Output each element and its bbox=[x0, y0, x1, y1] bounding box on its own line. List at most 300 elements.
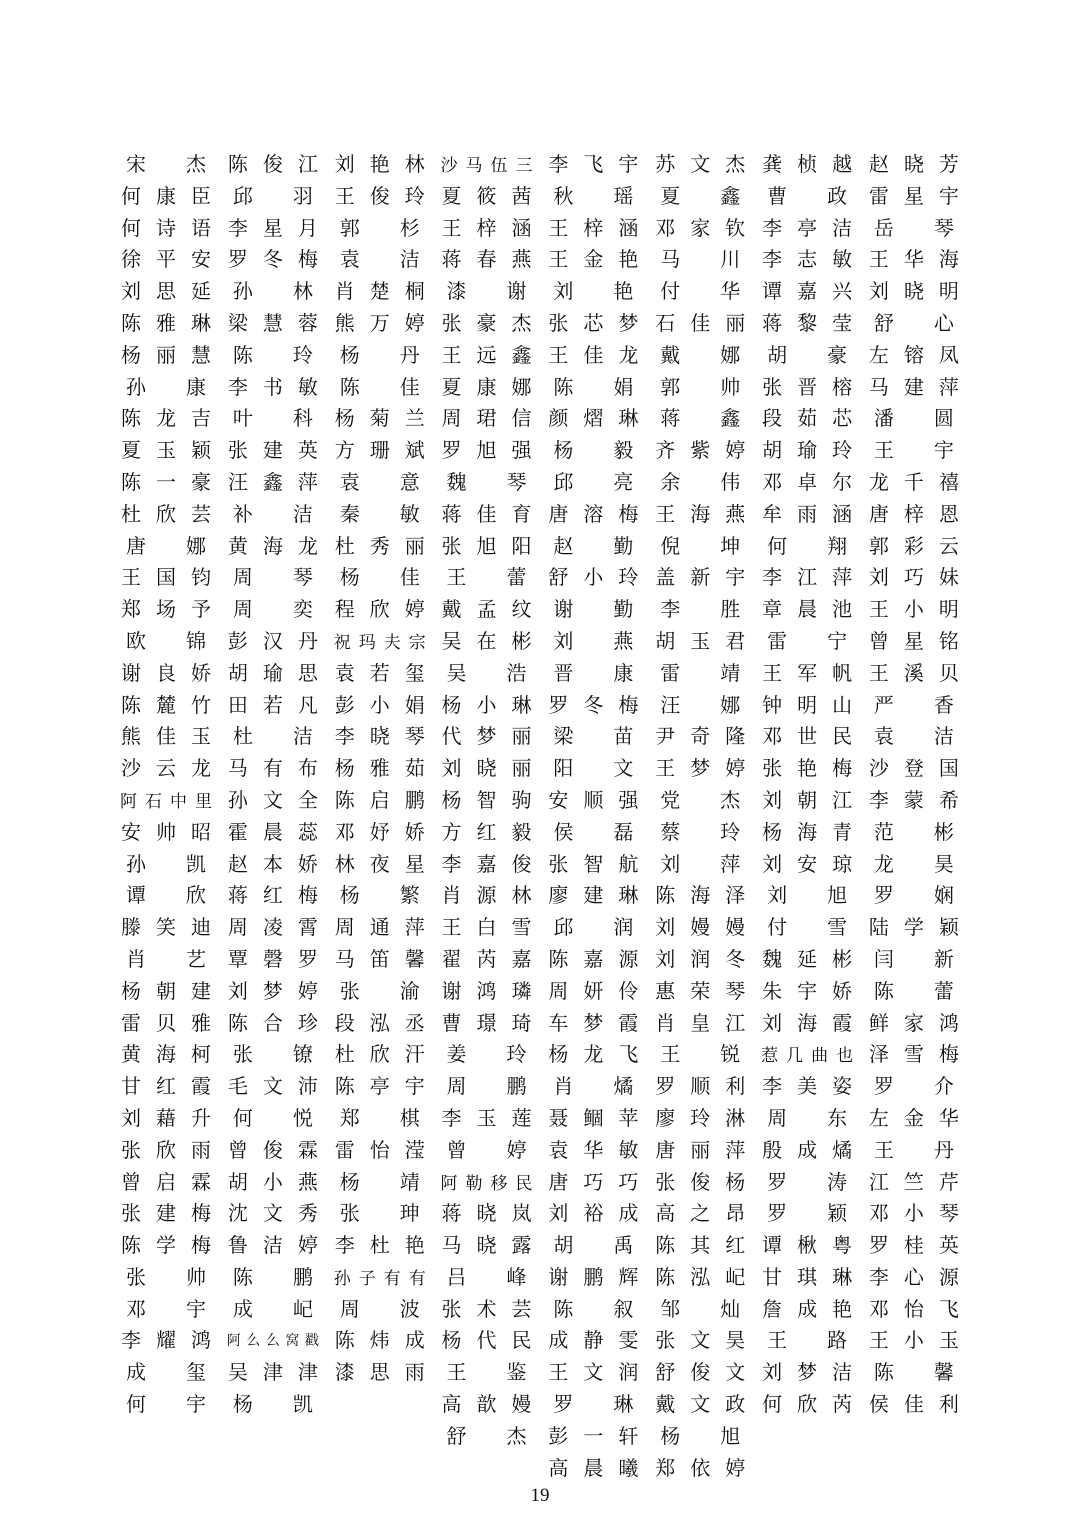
name-entry: 周 鹏 bbox=[446, 1076, 527, 1099]
name-entry: 王 宇 bbox=[873, 440, 954, 463]
name-entry: 陈 娟 bbox=[553, 376, 634, 399]
name-entry: 雷 靖 bbox=[660, 662, 741, 685]
name-entry: 黄 海 柯 bbox=[121, 1044, 211, 1067]
name-entry: 李 杜 艳 bbox=[334, 1235, 425, 1258]
name-entry: 刘 晓 明 bbox=[868, 281, 959, 304]
name-column bbox=[227, 150, 319, 1422]
name-entry: 杨 丽 慧 bbox=[121, 344, 211, 367]
name-entry: 舒 俊 文 bbox=[655, 1362, 746, 1385]
name-entry: 肖 艺 bbox=[126, 948, 206, 971]
name-entry: 张 旭 阳 bbox=[441, 535, 532, 558]
name-entry: 张 建 英 bbox=[227, 440, 318, 463]
name-entry: 谢 勤 bbox=[553, 599, 634, 622]
name-entry: 秦 敏 bbox=[339, 503, 420, 526]
name-entry: 王 梦 婷 bbox=[655, 758, 746, 781]
name-entry: 左 金 华 bbox=[868, 1107, 959, 1130]
name-entry: 谢 良 娇 bbox=[121, 662, 211, 685]
name-entry: 欧 锦 bbox=[126, 630, 206, 653]
name-entry: 唐 丽 萍 bbox=[655, 1139, 746, 1162]
name-entry: 蒋 红 梅 bbox=[227, 885, 318, 908]
name-entry: 袁 意 bbox=[339, 471, 420, 494]
name-entry: 周 珺 信 bbox=[441, 408, 532, 431]
name-entry: 刘 艳 bbox=[553, 281, 634, 304]
name-entry: 王 锐 bbox=[660, 1044, 741, 1067]
name-entry: 郭 彩 云 bbox=[868, 535, 959, 558]
name-entry: 胡 豪 bbox=[767, 344, 848, 367]
name-column bbox=[334, 150, 426, 1390]
name-entry: 李 飞 宇 bbox=[548, 154, 639, 176]
name-entry: 郑 棋 bbox=[339, 1107, 420, 1130]
name-entry: 陈 海 泽 bbox=[655, 885, 746, 908]
name-entry: 赵 勤 bbox=[553, 535, 634, 558]
name-entry: 陈 亭 宇 bbox=[334, 1076, 425, 1099]
name-entry: 周 琴 bbox=[232, 567, 313, 590]
name-entry: 詹 成 艳 bbox=[762, 1298, 853, 1321]
name-entry: 胡 禹 bbox=[553, 1235, 634, 1258]
name-entry: 张 芯 梦 bbox=[548, 312, 639, 335]
name-entry: 殷 成 燏 bbox=[762, 1139, 853, 1162]
name-entry: 肖 燏 bbox=[553, 1076, 634, 1099]
name-entry: 段 泓 丞 bbox=[334, 1012, 425, 1035]
name-entry: 王 梓 涵 bbox=[548, 217, 639, 240]
name-entry: 罗 冬 梅 bbox=[548, 694, 639, 717]
name-entry: 段 茹 芯 bbox=[762, 408, 853, 431]
name-entry: 付 华 bbox=[660, 281, 741, 304]
name-entry: 彭 小 娟 bbox=[334, 694, 425, 717]
name-entry: 王 国 钧 bbox=[121, 567, 211, 590]
name-entry: 沙 云 龙 bbox=[121, 758, 211, 781]
name-entry: 曾 星 铭 bbox=[868, 630, 959, 653]
name-entry: 陈 泓 屺 bbox=[655, 1266, 746, 1289]
name-entry: 曾 婷 bbox=[446, 1139, 527, 1162]
name-column bbox=[761, 150, 853, 1422]
name-column bbox=[547, 150, 639, 1485]
name-entry: 雷 怡 滢 bbox=[334, 1139, 425, 1162]
name-entry: 何 康 臣 bbox=[121, 185, 211, 208]
name-entry: 邓 世 民 bbox=[762, 726, 853, 749]
name-entry: 程 欣 婷 bbox=[334, 599, 425, 622]
name-entry: 陈 蕾 bbox=[873, 980, 954, 1003]
name-entry: 何 诗 语 bbox=[121, 217, 211, 240]
name-entry: 杨 丹 bbox=[339, 344, 420, 367]
name-entry: 舒 心 bbox=[873, 312, 954, 335]
name-entry: 泽 雪 梅 bbox=[868, 1044, 959, 1067]
name-entry: 周 东 bbox=[767, 1107, 848, 1130]
name-grid bbox=[120, 150, 960, 1485]
name-entry: 侯 磊 bbox=[553, 821, 634, 844]
name-entry: 李 星 月 bbox=[227, 217, 318, 240]
name-entry: 李 江 萍 bbox=[762, 567, 853, 590]
name-entry: 袁 洁 bbox=[339, 249, 420, 272]
name-entry: 毛 文 沛 bbox=[227, 1076, 318, 1099]
name-entry: 侯 佳 利 bbox=[868, 1394, 959, 1417]
name-entry: 岳 琴 bbox=[873, 217, 954, 240]
name-entry: 朱 宇 娇 bbox=[762, 980, 853, 1003]
name-entry: 李 耀 鸿 bbox=[121, 1330, 211, 1353]
name-entry: 杜 欣 芸 bbox=[121, 503, 211, 526]
name-entry: 刘 思 延 bbox=[121, 281, 211, 304]
name-entry: 雷 贝 雅 bbox=[121, 1012, 211, 1035]
name-entry: 陈 学 梅 bbox=[121, 1235, 211, 1258]
name-entry: 李 嘉 俊 bbox=[441, 853, 532, 876]
name-entry: 补 洁 bbox=[232, 503, 313, 526]
name-entry: 马 笛 馨 bbox=[334, 948, 425, 971]
name-entry: 张 建 梅 bbox=[121, 1203, 211, 1226]
name-entry: 刘 海 霞 bbox=[762, 1012, 853, 1035]
name-entry: 陈 俊 江 bbox=[227, 154, 318, 176]
name-entry: 彭 汉 丹 bbox=[227, 630, 318, 653]
name-entry: 张 术 芸 bbox=[441, 1298, 532, 1321]
name-entry: 杨 雅 茹 bbox=[334, 758, 425, 781]
name-entry: 杨 代 民 bbox=[441, 1330, 532, 1353]
name-entry: 龚 桢 越 bbox=[762, 154, 853, 176]
name-entry: 张 智 航 bbox=[548, 853, 639, 876]
name-entry: 马 晓 露 bbox=[441, 1235, 532, 1258]
name-entry: 邓 小 琴 bbox=[868, 1203, 959, 1226]
name-column bbox=[120, 150, 212, 1422]
name-entry: 高 晨 曦 bbox=[548, 1457, 639, 1480]
name-entry: 徐 平 安 bbox=[121, 249, 211, 272]
name-entry: 方 红 毅 bbox=[441, 821, 532, 844]
name-entry: 尹 奇 隆 bbox=[655, 726, 746, 749]
name-entry: 刘 润 冬 bbox=[655, 948, 746, 971]
name-entry: 罗 桂 英 bbox=[868, 1235, 959, 1258]
name-entry: 马 川 bbox=[660, 249, 741, 272]
name-entry: 谭 欣 bbox=[126, 885, 206, 908]
name-entry: 张 豪 杰 bbox=[441, 312, 532, 335]
name-entry: 汪 娜 bbox=[660, 694, 741, 717]
name-entry: 杜 秀 丽 bbox=[334, 535, 425, 558]
name-entry: 孙 文 全 bbox=[227, 789, 318, 812]
name-entry: 李 胜 bbox=[660, 599, 741, 622]
name-entry: 叶 科 bbox=[232, 408, 313, 431]
name-entry: 李 晓 琴 bbox=[334, 726, 425, 749]
name-entry: 李 玉 莲 bbox=[441, 1107, 532, 1130]
name-entry: 周 波 bbox=[339, 1298, 420, 1321]
name-entry: 安 顺 强 bbox=[548, 789, 639, 812]
name-entry: 王 小 明 bbox=[868, 599, 959, 622]
name-entry: 熊 万 婷 bbox=[334, 312, 425, 335]
name-entry: 高 歆 嫚 bbox=[441, 1394, 532, 1417]
name-entry: 甘 红 霞 bbox=[121, 1076, 211, 1099]
name-entry: 成 玺 bbox=[126, 1362, 206, 1385]
name-entry: 罗 娴 bbox=[873, 885, 954, 908]
name-entry: 夏 鑫 bbox=[660, 185, 741, 208]
name-entry: 王 梓 涵 bbox=[441, 217, 532, 240]
name-entry: 戴 娜 bbox=[660, 344, 741, 367]
name-entry: 祝 玛 夫 宗 bbox=[333, 632, 426, 652]
name-entry: 谭 楸 粤 bbox=[762, 1235, 853, 1258]
name-entry: 鲜 家 鸿 bbox=[868, 1012, 959, 1035]
name-entry: 何 宇 bbox=[126, 1394, 206, 1417]
name-entry: 邱 羽 bbox=[232, 185, 313, 208]
name-column bbox=[441, 150, 533, 1454]
name-entry: 王 蕾 bbox=[446, 567, 527, 590]
name-entry: 唐 溶 梅 bbox=[548, 503, 639, 526]
name-entry: 杨 菊 兰 bbox=[334, 408, 425, 431]
name-entry: 方 珊 斌 bbox=[334, 440, 425, 463]
name-entry: 赵 本 娇 bbox=[227, 853, 318, 876]
name-entry: 孙 康 bbox=[126, 376, 206, 399]
name-entry: 陈 其 红 bbox=[655, 1235, 746, 1258]
name-entry: 蒋 黎 莹 bbox=[762, 312, 853, 335]
name-entry: 魏 延 彬 bbox=[762, 948, 853, 971]
name-entry: 袁 洁 bbox=[873, 726, 954, 749]
name-entry: 陈 叙 bbox=[553, 1298, 634, 1321]
name-entry: 齐 紫 婷 bbox=[655, 440, 746, 463]
name-entry: 成 屺 bbox=[232, 1298, 313, 1321]
name-entry: 肖 源 林 bbox=[441, 885, 532, 908]
name-entry: 党 杰 bbox=[660, 789, 741, 812]
name-entry: 谢 鸿 璘 bbox=[441, 980, 532, 1003]
name-entry: 张 艳 梅 bbox=[762, 758, 853, 781]
name-entry: 李 书 敏 bbox=[227, 376, 318, 399]
name-entry: 龙 昊 bbox=[873, 853, 954, 876]
name-entry: 孙 凯 bbox=[126, 853, 206, 876]
name-entry: 黄 海 龙 bbox=[227, 535, 318, 558]
name-entry: 盖 新 宇 bbox=[655, 567, 746, 590]
name-entry: 刘 藉 升 bbox=[121, 1107, 211, 1130]
name-entry: 夏 玉 颖 bbox=[121, 440, 211, 463]
name-entry: 吕 峰 bbox=[446, 1266, 527, 1289]
name-entry: 王 文 润 bbox=[548, 1362, 639, 1385]
name-entry: 惠 荣 琴 bbox=[655, 980, 746, 1003]
name-entry: 杨 旭 bbox=[660, 1425, 741, 1448]
name-entry: 陈 玲 bbox=[232, 344, 313, 367]
name-entry: 陈 鹏 bbox=[232, 1266, 313, 1289]
name-entry: 左 镕 凤 bbox=[868, 344, 959, 367]
name-entry: 罗 涛 bbox=[767, 1171, 848, 1194]
name-entry: 张 俊 杨 bbox=[655, 1171, 746, 1194]
name-entry: 杨 龙 飞 bbox=[548, 1044, 639, 1067]
name-entry: 漆 谢 bbox=[446, 281, 527, 304]
name-entry: 沙 登 国 bbox=[868, 758, 959, 781]
name-entry: 魏 琴 bbox=[446, 471, 527, 494]
name-entry: 范 彬 bbox=[873, 821, 954, 844]
name-entry: 戴 孟 纹 bbox=[441, 599, 532, 622]
name-entry: 晋 康 bbox=[553, 662, 634, 685]
name-entry: 李 志 敏 bbox=[762, 249, 853, 272]
name-entry: 陈 馨 bbox=[873, 1362, 954, 1385]
name-entry: 唐 巧 巧 bbox=[548, 1171, 639, 1194]
name-entry: 代 梦 丽 bbox=[441, 726, 532, 749]
name-entry: 王 海 燕 bbox=[655, 503, 746, 526]
name-entry: 高 之 昂 bbox=[655, 1203, 746, 1226]
name-entry: 牟 雨 涵 bbox=[762, 503, 853, 526]
name-entry: 杨 凯 bbox=[232, 1394, 313, 1417]
name-entry: 袁 若 玺 bbox=[334, 662, 425, 685]
name-entry: 王 金 艳 bbox=[548, 249, 639, 272]
name-entry: 陈 龙 吉 bbox=[121, 408, 211, 431]
name-entry: 唐 梓 恩 bbox=[868, 503, 959, 526]
name-entry: 刘 嫚 嫚 bbox=[655, 917, 746, 940]
name-entry: 安 帅 昭 bbox=[121, 821, 211, 844]
name-entry: 邱 亮 bbox=[553, 471, 634, 494]
name-entry: 张 镣 bbox=[232, 1044, 313, 1067]
name-entry: 陆 学 颖 bbox=[868, 917, 959, 940]
name-entry: 肖 楚 桐 bbox=[334, 281, 425, 304]
name-entry: 姜 玲 bbox=[446, 1044, 527, 1067]
name-entry: 胡 小 燕 bbox=[227, 1171, 318, 1194]
name-entry: 王 小 玉 bbox=[868, 1330, 959, 1353]
name-entry: 曾 俊 霖 bbox=[227, 1139, 318, 1162]
name-entry: 罗 颖 bbox=[767, 1203, 848, 1226]
name-entry: 王 白 雪 bbox=[441, 917, 532, 940]
name-entry: 邹 灿 bbox=[660, 1298, 741, 1321]
name-entry: 秋 瑶 bbox=[553, 185, 634, 208]
name-entry: 潘 圆 bbox=[873, 408, 954, 431]
name-entry: 刘 晓 丽 bbox=[441, 758, 532, 781]
name-entry: 胡 瑜 玲 bbox=[762, 440, 853, 463]
name-entry: 滕 笑 迪 bbox=[121, 917, 211, 940]
name-entry: 王 远 鑫 bbox=[441, 344, 532, 367]
name-entry: 张 珅 bbox=[339, 1203, 420, 1226]
name-entry: 陈 炜 成 bbox=[334, 1330, 425, 1353]
name-entry: 漆 思 雨 bbox=[334, 1362, 425, 1385]
name-entry: 舒 杰 bbox=[446, 1425, 527, 1448]
name-entry: 吴 津 津 bbox=[227, 1362, 318, 1385]
name-entry: 杜 欣 汗 bbox=[334, 1044, 425, 1067]
name-entry: 蒋 佳 育 bbox=[441, 503, 532, 526]
name-entry: 曹 政 bbox=[767, 185, 848, 208]
name-entry: 张 文 昊 bbox=[655, 1330, 746, 1353]
name-entry: 郭 帅 bbox=[660, 376, 741, 399]
name-entry: 杨 靖 bbox=[339, 1171, 420, 1194]
name-entry: 倪 坤 bbox=[660, 535, 741, 558]
name-entry: 江 竺 芹 bbox=[868, 1171, 959, 1194]
name-entry: 杨 佳 bbox=[339, 567, 420, 590]
name-entry: 张 欣 雨 bbox=[121, 1139, 211, 1162]
name-entry: 吴 在 彬 bbox=[441, 630, 532, 653]
name-entry: 王 佳 龙 bbox=[548, 344, 639, 367]
name-entry: 沈 文 秀 bbox=[227, 1203, 318, 1226]
name-entry: 付 雪 bbox=[767, 917, 848, 940]
name-entry: 雷 星 宇 bbox=[868, 185, 959, 208]
name-entry: 严 香 bbox=[873, 694, 954, 717]
name-entry: 王 俊 玲 bbox=[334, 185, 425, 208]
name-entry: 罗 旭 强 bbox=[441, 440, 532, 463]
name-entry: 刘 安 琼 bbox=[762, 853, 853, 876]
name-entry: 何 欣 芮 bbox=[762, 1394, 853, 1417]
name-entry: 刘 巧 妹 bbox=[868, 567, 959, 590]
name-entry: 肖 皇 江 bbox=[655, 1012, 746, 1035]
name-entry: 颜 熠 琳 bbox=[548, 408, 639, 431]
name-entry: 阿 石 中 里 bbox=[120, 791, 212, 811]
name-entry: 李 心 源 bbox=[868, 1266, 959, 1289]
name-entry: 吴 浩 bbox=[446, 662, 527, 685]
name-entry: 马 建 萍 bbox=[868, 376, 959, 399]
name-entry: 龙 千 禧 bbox=[868, 471, 959, 494]
name-entry: 罗 琳 bbox=[553, 1394, 634, 1417]
name-entry: 闫 新 bbox=[873, 948, 954, 971]
name-entry: 王 军 帆 bbox=[762, 662, 853, 685]
name-entry: 郑 场 予 bbox=[121, 599, 211, 622]
name-entry: 雷 宁 bbox=[767, 630, 848, 653]
name-entry: 阿 勒 移 民 bbox=[440, 1173, 533, 1193]
name-entry: 邓 怡 飞 bbox=[868, 1298, 959, 1321]
name-entry: 孙 子 有 有 bbox=[333, 1268, 426, 1288]
name-entry: 陈 启 鹏 bbox=[334, 789, 425, 812]
name-entry: 梁 苗 bbox=[553, 726, 634, 749]
name-entry: 翟 芮 嘉 bbox=[441, 948, 532, 971]
name-entry: 邓 妤 娇 bbox=[334, 821, 425, 844]
name-entry: 陈 嘉 源 bbox=[548, 948, 639, 971]
name-entry: 余 伟 bbox=[660, 471, 741, 494]
name-entry: 杨 毅 bbox=[553, 440, 634, 463]
name-entry: 王 华 海 bbox=[868, 249, 959, 272]
name-entry: 刘 萍 bbox=[660, 853, 741, 876]
name-entry: 刘 梦 洁 bbox=[762, 1362, 853, 1385]
name-entry: 戴 文 政 bbox=[655, 1394, 746, 1417]
name-entry: 蒋 晓 岚 bbox=[441, 1203, 532, 1226]
name-entry: 蒋 春 燕 bbox=[441, 249, 532, 272]
name-entry: 李 蒙 希 bbox=[868, 789, 959, 812]
name-entry: 成 静 雯 bbox=[548, 1330, 639, 1353]
name-entry: 周 通 萍 bbox=[334, 917, 425, 940]
name-entry: 周 妍 伶 bbox=[548, 980, 639, 1003]
name-entry: 张 帅 bbox=[126, 1266, 206, 1289]
name-entry: 胡 瑜 思 bbox=[227, 662, 318, 685]
name-entry: 陈 麓 竹 bbox=[121, 694, 211, 717]
name-entry: 杨 繁 bbox=[339, 885, 420, 908]
name-column bbox=[868, 150, 960, 1422]
name-entry: 邱 润 bbox=[553, 917, 634, 940]
name-entry: 刘 艳 林 bbox=[334, 154, 425, 176]
name-entry: 钟 明 山 bbox=[762, 694, 853, 717]
name-entry: 周 凌 霄 bbox=[227, 917, 318, 940]
name-entry: 王 丹 bbox=[873, 1139, 954, 1162]
name-entry: 唐 娜 bbox=[126, 535, 206, 558]
name-entry: 章 晨 池 bbox=[762, 599, 853, 622]
name-entry: 邓 卓 尔 bbox=[762, 471, 853, 494]
name-entry: 郭 杉 bbox=[339, 217, 420, 240]
name-entry: 刘 朝 江 bbox=[762, 789, 853, 812]
name-entry: 李 美 姿 bbox=[762, 1076, 853, 1099]
name-entry: 陈 合 珍 bbox=[227, 1012, 318, 1035]
name-entry: 刘 旭 bbox=[767, 885, 848, 908]
name-entry: 周 奕 bbox=[232, 599, 313, 622]
name-entry: 曾 启 霖 bbox=[121, 1171, 211, 1194]
name-column bbox=[654, 150, 746, 1485]
name-entry: 谭 嘉 兴 bbox=[762, 281, 853, 304]
name-entry: 何 悦 bbox=[232, 1107, 313, 1130]
name-entry: 蔡 玲 bbox=[660, 821, 741, 844]
name-entry: 林 夜 星 bbox=[334, 853, 425, 876]
name-entry: 田 若 凡 bbox=[227, 694, 318, 717]
name-entry: 熊 佳 玉 bbox=[121, 726, 211, 749]
page-number: 19 bbox=[530, 1485, 550, 1507]
name-entry: 廖 建 琳 bbox=[548, 885, 639, 908]
name-entry: 石 佳 丽 bbox=[655, 312, 746, 335]
name-entry: 邓 家 钦 bbox=[655, 217, 746, 240]
name-entry: 车 梦 霞 bbox=[548, 1012, 639, 1035]
name-entry: 彭 一 轩 bbox=[548, 1425, 639, 1448]
name-entry: 梁 慧 蓉 bbox=[227, 312, 318, 335]
name-entry: 胡 玉 君 bbox=[655, 630, 746, 653]
name-entry: 舒 小 玲 bbox=[548, 567, 639, 590]
name-entry: 马 有 布 bbox=[227, 758, 318, 781]
name-entry: 何 翔 bbox=[767, 535, 848, 558]
name-entry: 阳 文 bbox=[553, 758, 634, 781]
name-entry: 聂 鲴 苹 bbox=[548, 1107, 639, 1130]
name-entry: 鲁 洁 婷 bbox=[227, 1235, 318, 1258]
name-entry: 杨 小 琳 bbox=[441, 694, 532, 717]
name-entry: 郑 依 婷 bbox=[655, 1457, 746, 1480]
name-entry: 夏 康 娜 bbox=[441, 376, 532, 399]
name-entry: 蒋 鑫 bbox=[660, 408, 741, 431]
name-entry: 杜 洁 bbox=[232, 726, 313, 749]
name-entry: 刘 燕 bbox=[553, 630, 634, 653]
